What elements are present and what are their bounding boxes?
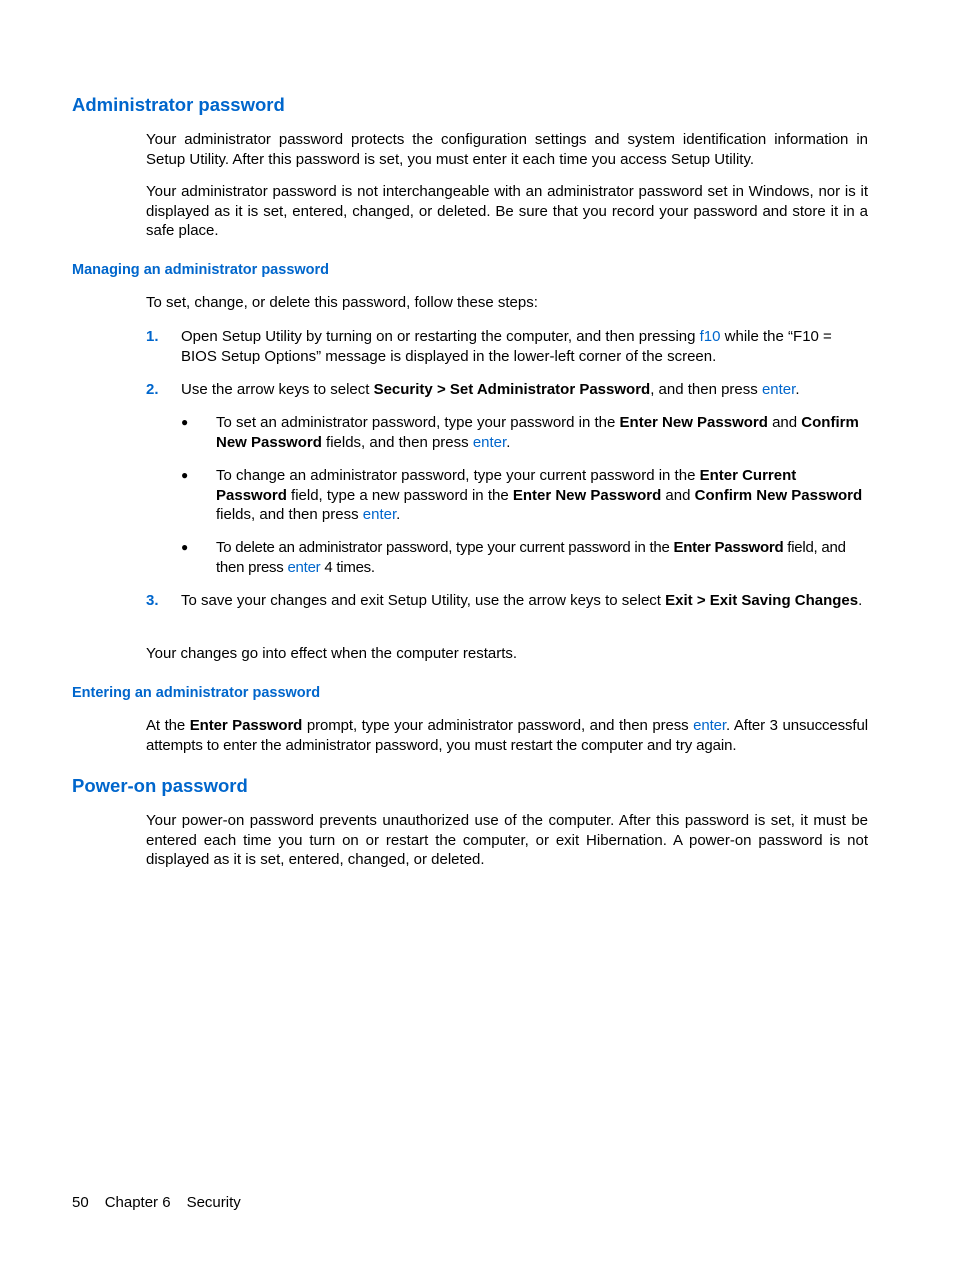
bullet-icon: ● xyxy=(181,468,189,482)
step-number: 3. xyxy=(146,592,159,609)
step-text: To save your changes and exit Setup Utility, use the arrow keys to select Exit > Exit Saving Changes. xyxy=(181,592,863,609)
key-enter: enter xyxy=(362,506,397,524)
bullet-icon: ● xyxy=(181,415,189,429)
step-1 xyxy=(146,327,868,366)
key-enter: enter xyxy=(287,558,321,576)
key-f10: f10 xyxy=(699,328,721,345)
bullet-text: To change an administrator password, type your current password in the Enter Current Password field, type a new password in the Enter New Password and Confirm New Password fields, and then press enter. xyxy=(216,467,863,524)
entering-paragraph: At the Enter Password prompt, type your administrator password, and then press enter. After 3 unsuccessful attempts to enter the administrator password, you must restart the computer and try again. xyxy=(146,717,868,754)
page-number: 50 xyxy=(72,1194,89,1211)
key-enter: enter xyxy=(693,717,726,734)
admin-password-paragraph-1: Your administrator password protects the configuration settings and system identification information in Setup Utility. After this password is set, you must enter it each time you access Setup Utility. xyxy=(146,131,868,168)
power-on-paragraph: Your power-on password prevents unauthorized use of the computer. After this password is set, it must be entered each time you turn on or restart the computer, or exit Hibernation. A power-on password is not displayed as it is set, entered, changed, or deleted. xyxy=(146,812,868,869)
managing-outro: Your changes go into effect when the computer restarts. xyxy=(146,645,518,662)
bullet-delete-password xyxy=(181,538,868,577)
bullet-text: To delete an administrator password, type your current password in the Enter Password field, and then press enter 4 times. xyxy=(216,539,846,576)
footer-section: Security xyxy=(186,1194,241,1211)
page-footer xyxy=(72,1193,257,1212)
heading-power-on-password: Power-on password xyxy=(72,775,248,796)
bullet-set-password xyxy=(181,413,868,452)
key-enter: enter xyxy=(472,433,507,451)
step-2 xyxy=(146,380,868,400)
managing-intro: To set, change, or delete this password, follow these steps: xyxy=(146,294,538,311)
step-text: Open Setup Utility by turning on or restarting the computer, and then pressing f10 while the “F10 = BIOS Setup Options” message is displayed in the lower-left corner of the screen. xyxy=(181,328,832,365)
heading-entering-admin-password: Entering an administrator password xyxy=(72,685,321,701)
heading-administrator-password: Administrator password xyxy=(72,94,285,115)
footer-chapter: Chapter 6 xyxy=(104,1194,171,1211)
key-enter: enter xyxy=(761,381,796,398)
heading-managing-admin-password: Managing an administrator password xyxy=(72,262,330,278)
step-text: Use the arrow keys to select Security > Set Administrator Password, and then press enter. xyxy=(181,381,800,398)
bullet-icon: ● xyxy=(181,540,188,554)
step-number: 1. xyxy=(146,328,159,345)
step-3 xyxy=(146,591,868,611)
bullet-change-password xyxy=(181,466,868,525)
bullet-text: To set an administrator password, type your password in the Enter New Password and Confirm New Password fields, and then press enter. xyxy=(216,414,859,451)
admin-password-paragraph-2: Your administrator password is not interchangeable with an administrator password set in Windows, nor is it displayed as it is set, entered, changed, or deleted. Be sure that you record your password and store it in a safe place. xyxy=(146,183,868,240)
step-number: 2. xyxy=(146,381,159,398)
